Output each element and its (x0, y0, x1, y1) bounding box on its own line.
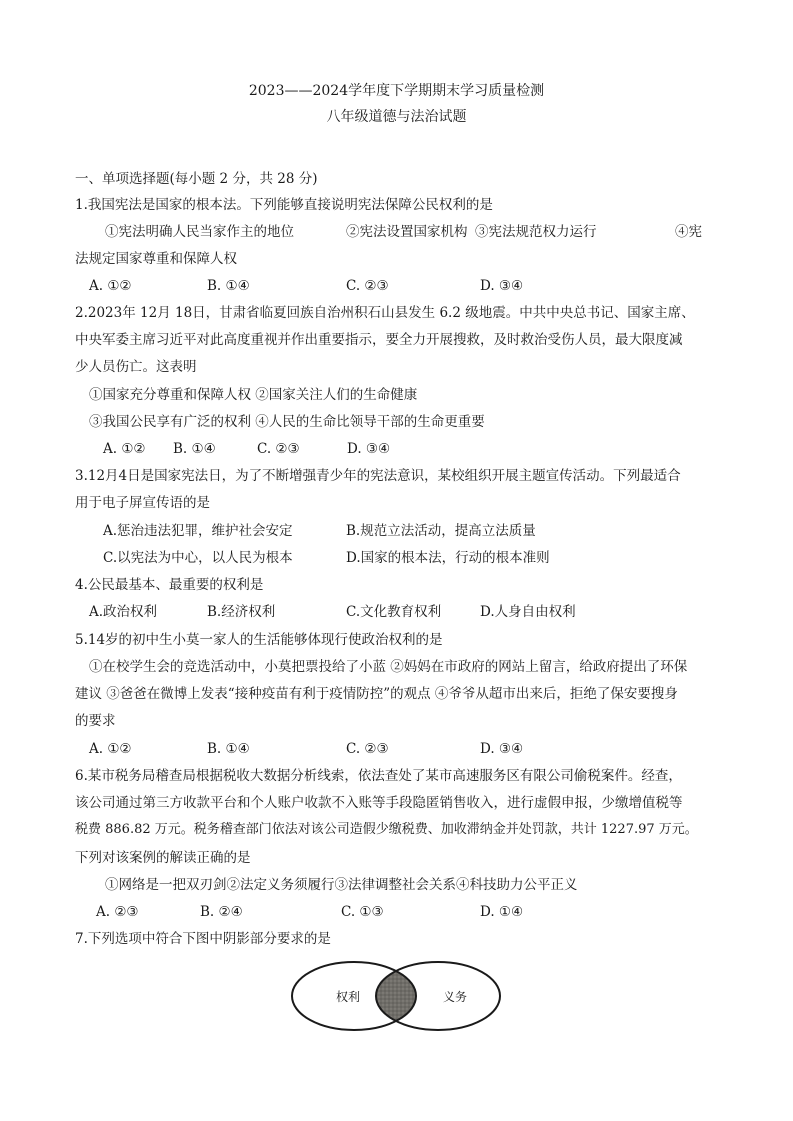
q2-option-c: C. ②③ (257, 441, 300, 457)
q5-option-a: A. ①② (89, 741, 132, 757)
q4-option-a: A.政治权利 (89, 604, 158, 620)
q2-option-a: A. ①② (103, 441, 146, 457)
q3-option-c: C.以宪法为中心，以人民为根本 (103, 550, 293, 566)
q3-option-d: D.国家的根本法，行动的根本准则 (346, 550, 550, 566)
q1-option-a: A. ①② (89, 278, 132, 294)
q5-option-c: C. ②③ (346, 741, 389, 757)
q6-items: ①网络是一把双刃剑②法定义务须履行③法律调整社会关系④科技助力公平正义 (105, 877, 578, 893)
venn-left-label: 权利 (336, 990, 361, 1004)
section-heading: 一、单项选择题(每小题 2 分，共 28 分) (75, 171, 318, 187)
q5-items-line1: ①在校学生会的竞选活动中，小莫把票投给了小蓝 ②妈妈在市政府的网站上留言，给政府提出了环保 (89, 659, 688, 675)
exam-title: 2023——2024学年度下学期期末学习质量检测 (248, 83, 545, 99)
q2-items-line2: ③我国公民享有广泛的权利 ④人民的生命比领导干部的生命更重要 (89, 414, 485, 430)
q1-item-1: ①宪法明确人民当家作主的地位 (105, 224, 294, 240)
q7-stem: 7.下列选项中符合下图中阴影部分要求的是 (75, 931, 331, 947)
q2-stem-line3: 少人员伤亡。这表明 (75, 359, 197, 375)
q5-stem: 5.14岁的初中生小莫一家人的生活能够体现行使政治权利的是 (75, 632, 443, 648)
q1-item-3: ③宪法规范权力运行 (475, 224, 597, 240)
q6-option-d: D. ①④ (480, 904, 524, 920)
q2-stem-line1: 2.2023年 12月 18日，甘肃省临夏回族自治州积石山县发生 6.2 级地震。中共中央总书记、国家主席、 (75, 305, 695, 321)
q1-item-2: ②宪法设置国家机构 (346, 224, 468, 240)
q4-option-d: D.人身自由权利 (480, 604, 576, 620)
q1-item-4-end: 法规定国家尊重和保障人权 (75, 251, 237, 267)
q1-option-c: C. ②③ (346, 278, 389, 294)
q5-option-b: B. ①④ (207, 741, 250, 757)
venn-right-label: 义务 (443, 990, 468, 1004)
q3-stem-line2: 用于电子屏宣传语的是 (75, 495, 210, 511)
q2-option-d: D. ③④ (347, 441, 391, 457)
venn-diagram (290, 960, 502, 1032)
q5-items-line3: 的要求 (75, 713, 116, 729)
q6-option-a: A. ②③ (96, 904, 139, 920)
q1-option-b: B. ①④ (207, 278, 250, 294)
q1-stem: 1.我国宪法是国家的根本法。下列能够直接说明宪法保障公民权利的是 (75, 197, 493, 213)
q6-stem-line3: 税费 886.82 万元。税务稽查部门依法对该公司造假少缴税费、加收滞纳金并处罚款，共计 1227.97 万元。 (75, 822, 698, 837)
exam-subtitle: 八年级道德与法治试题 (326, 109, 467, 125)
q6-option-b: B. ②④ (200, 904, 243, 920)
q6-stem-line2: 该公司通过第三方收款平台和个人账户收款不入账等手段隐匿销售收入，进行虚假申报，少缴增值税等 (75, 795, 683, 811)
q2-items-line1: ①国家充分尊重和保障人权 ②国家关注人们的生命健康 (89, 387, 418, 403)
q5-items-line2: 建议 ③爸爸在微博上发表“接种疫苗有利于疫情防控”的观点 ④爷爷从超市出来后，拒绝了保安要搜身 (75, 686, 678, 702)
q3-option-b: B.规范立法活动，提高立法质量 (346, 523, 536, 539)
q4-option-c: C.文化教育权利 (346, 604, 442, 620)
q4-option-b: B.经济权利 (207, 604, 276, 620)
q3-stem-line1: 3.12月4日是国家宪法日，为了不断增强青少年的宪法意识，某校组织开展主题宣传活动。下列最适合 (75, 468, 681, 484)
q4-stem: 4.公民最基本、最重要的权利是 (75, 577, 264, 593)
q2-option-b: B. ①④ (173, 441, 216, 457)
q5-option-d: D. ③④ (480, 741, 524, 757)
q6-stem-line4: 下列对该案例的解读正确的是 (75, 850, 251, 866)
q6-stem-line1: 6.某市税务局稽查局根据税收大数据分析线索，依法查处了某市高速服务区有限公司偷税案件。经查， (75, 768, 682, 784)
q6-option-c: C. ①③ (341, 904, 384, 920)
q3-option-a: A.惩治违法犯罪，维护社会安定 (103, 523, 293, 539)
q1-option-d: D. ③④ (480, 278, 524, 294)
q1-item-4-start: ④宪 (675, 224, 702, 240)
q2-stem-line2: 中央军委主席习近平对此高度重视并作出重要指示，要全力开展搜救，及时救治受伤人员，最大限度减 (75, 332, 683, 348)
